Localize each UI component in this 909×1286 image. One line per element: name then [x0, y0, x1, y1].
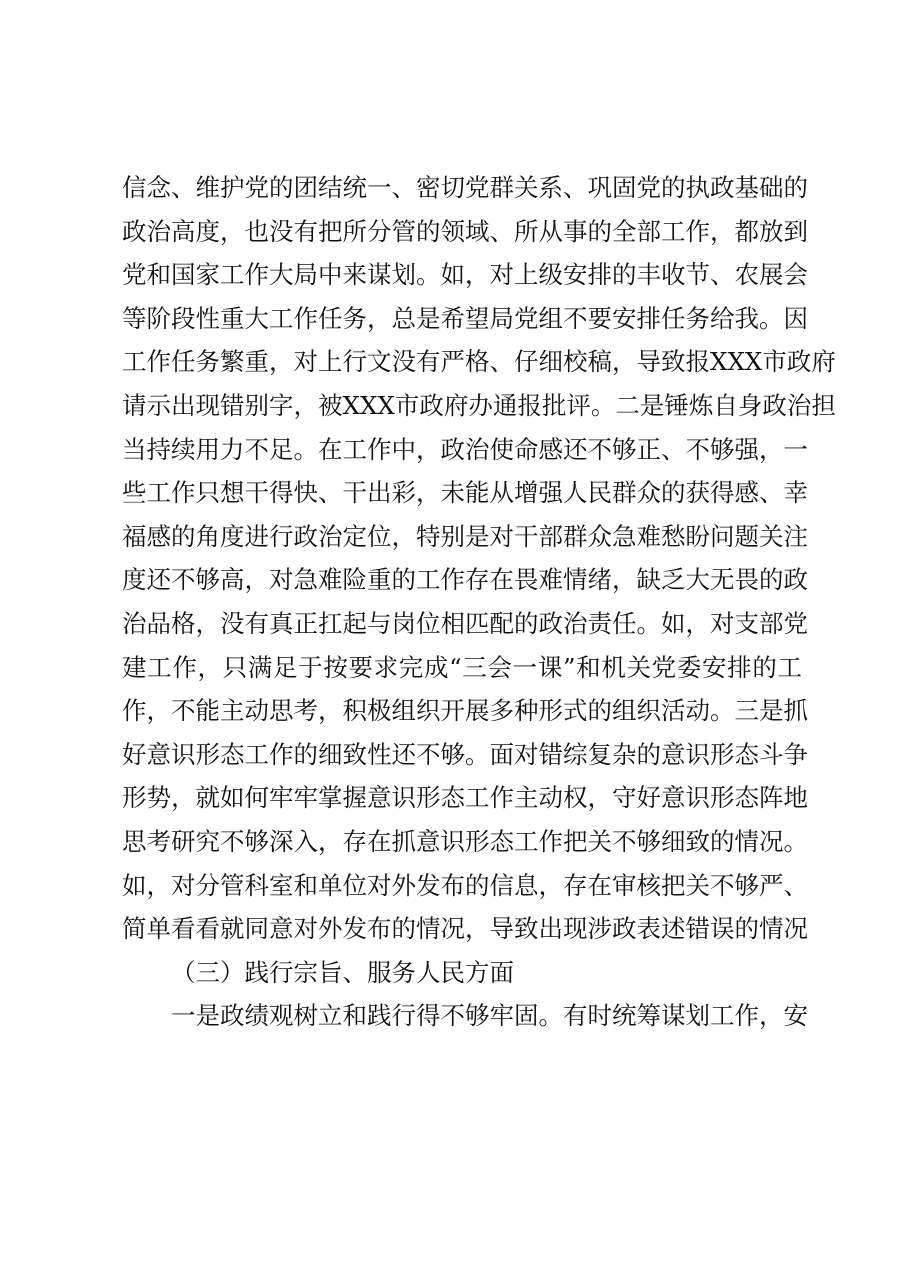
paragraph-first-line: 一是政绩观树立和践行得不够牢固。有时统筹谋划工作，安	[171, 1001, 808, 1031]
text-line: 政治高度，也没有把所分管的领域、所从事的全部工作，都放到	[122, 216, 808, 246]
document-body	[122, 166, 836, 1038]
section-heading: （三）践行宗旨、服务人民方面	[171, 957, 514, 987]
text-line: 些工作只想干得快、干出彩，未能从增强人民群众的获得感、幸	[122, 478, 808, 508]
text-line: 治品格，没有真正扛起与岗位相匹配的政治责任。如，对支部党	[122, 608, 808, 638]
text-line: 党和国家工作大局中来谋划。如，对上级安排的丰收节、农展会	[122, 260, 808, 290]
text-line: 度还不够高，对急难险重的工作存在畏难情绪，缺乏大无畏的政	[122, 565, 808, 595]
text-line: 简单看看就同意对外发布的情况，导致出现涉政表述错误的情况	[122, 914, 808, 944]
text-line: 思考研究不够深入，存在抓意识形态工作把关不够细致的情况。	[122, 826, 808, 856]
text-line: 作，不能主动思考，积极组织开展多种形式的组织活动。三是抓	[122, 696, 808, 726]
text-line: 好意识形态工作的细致性还不够。面对错综复杂的意识形态斗争	[122, 739, 808, 769]
text-line: 工作任务繁重，对上行文没有严格、仔细校稿，导致报XXX市政府	[122, 347, 836, 377]
text-line: 请示出现错别字，被XXX市政府办通报批评。二是锤炼自身政治担	[122, 390, 836, 420]
text-line: 如，对分管科室和单位对外发布的信息，存在审核把关不够严、	[122, 870, 808, 900]
text-line: 当持续用力不足。在工作中，政治使命感还不够正、不够强，一	[122, 434, 808, 464]
text-line: 福感的角度进行政治定位，特别是对干部群众急难愁盼问题关注	[122, 521, 808, 551]
text-line: 形势，就如何牢牢掌握意识形态工作主动权，守好意识形态阵地	[122, 783, 808, 813]
text-line: 建工作，只满足于按要求完成“三会一课”和机关党委安排的工	[122, 652, 802, 682]
text-line: 等阶段性重大工作任务，总是希望局党组不要安排任务给我。因	[122, 303, 808, 333]
text-line: 信念、维护党的团结统一、密切党群关系、巩固党的执政基础的	[122, 173, 808, 202]
